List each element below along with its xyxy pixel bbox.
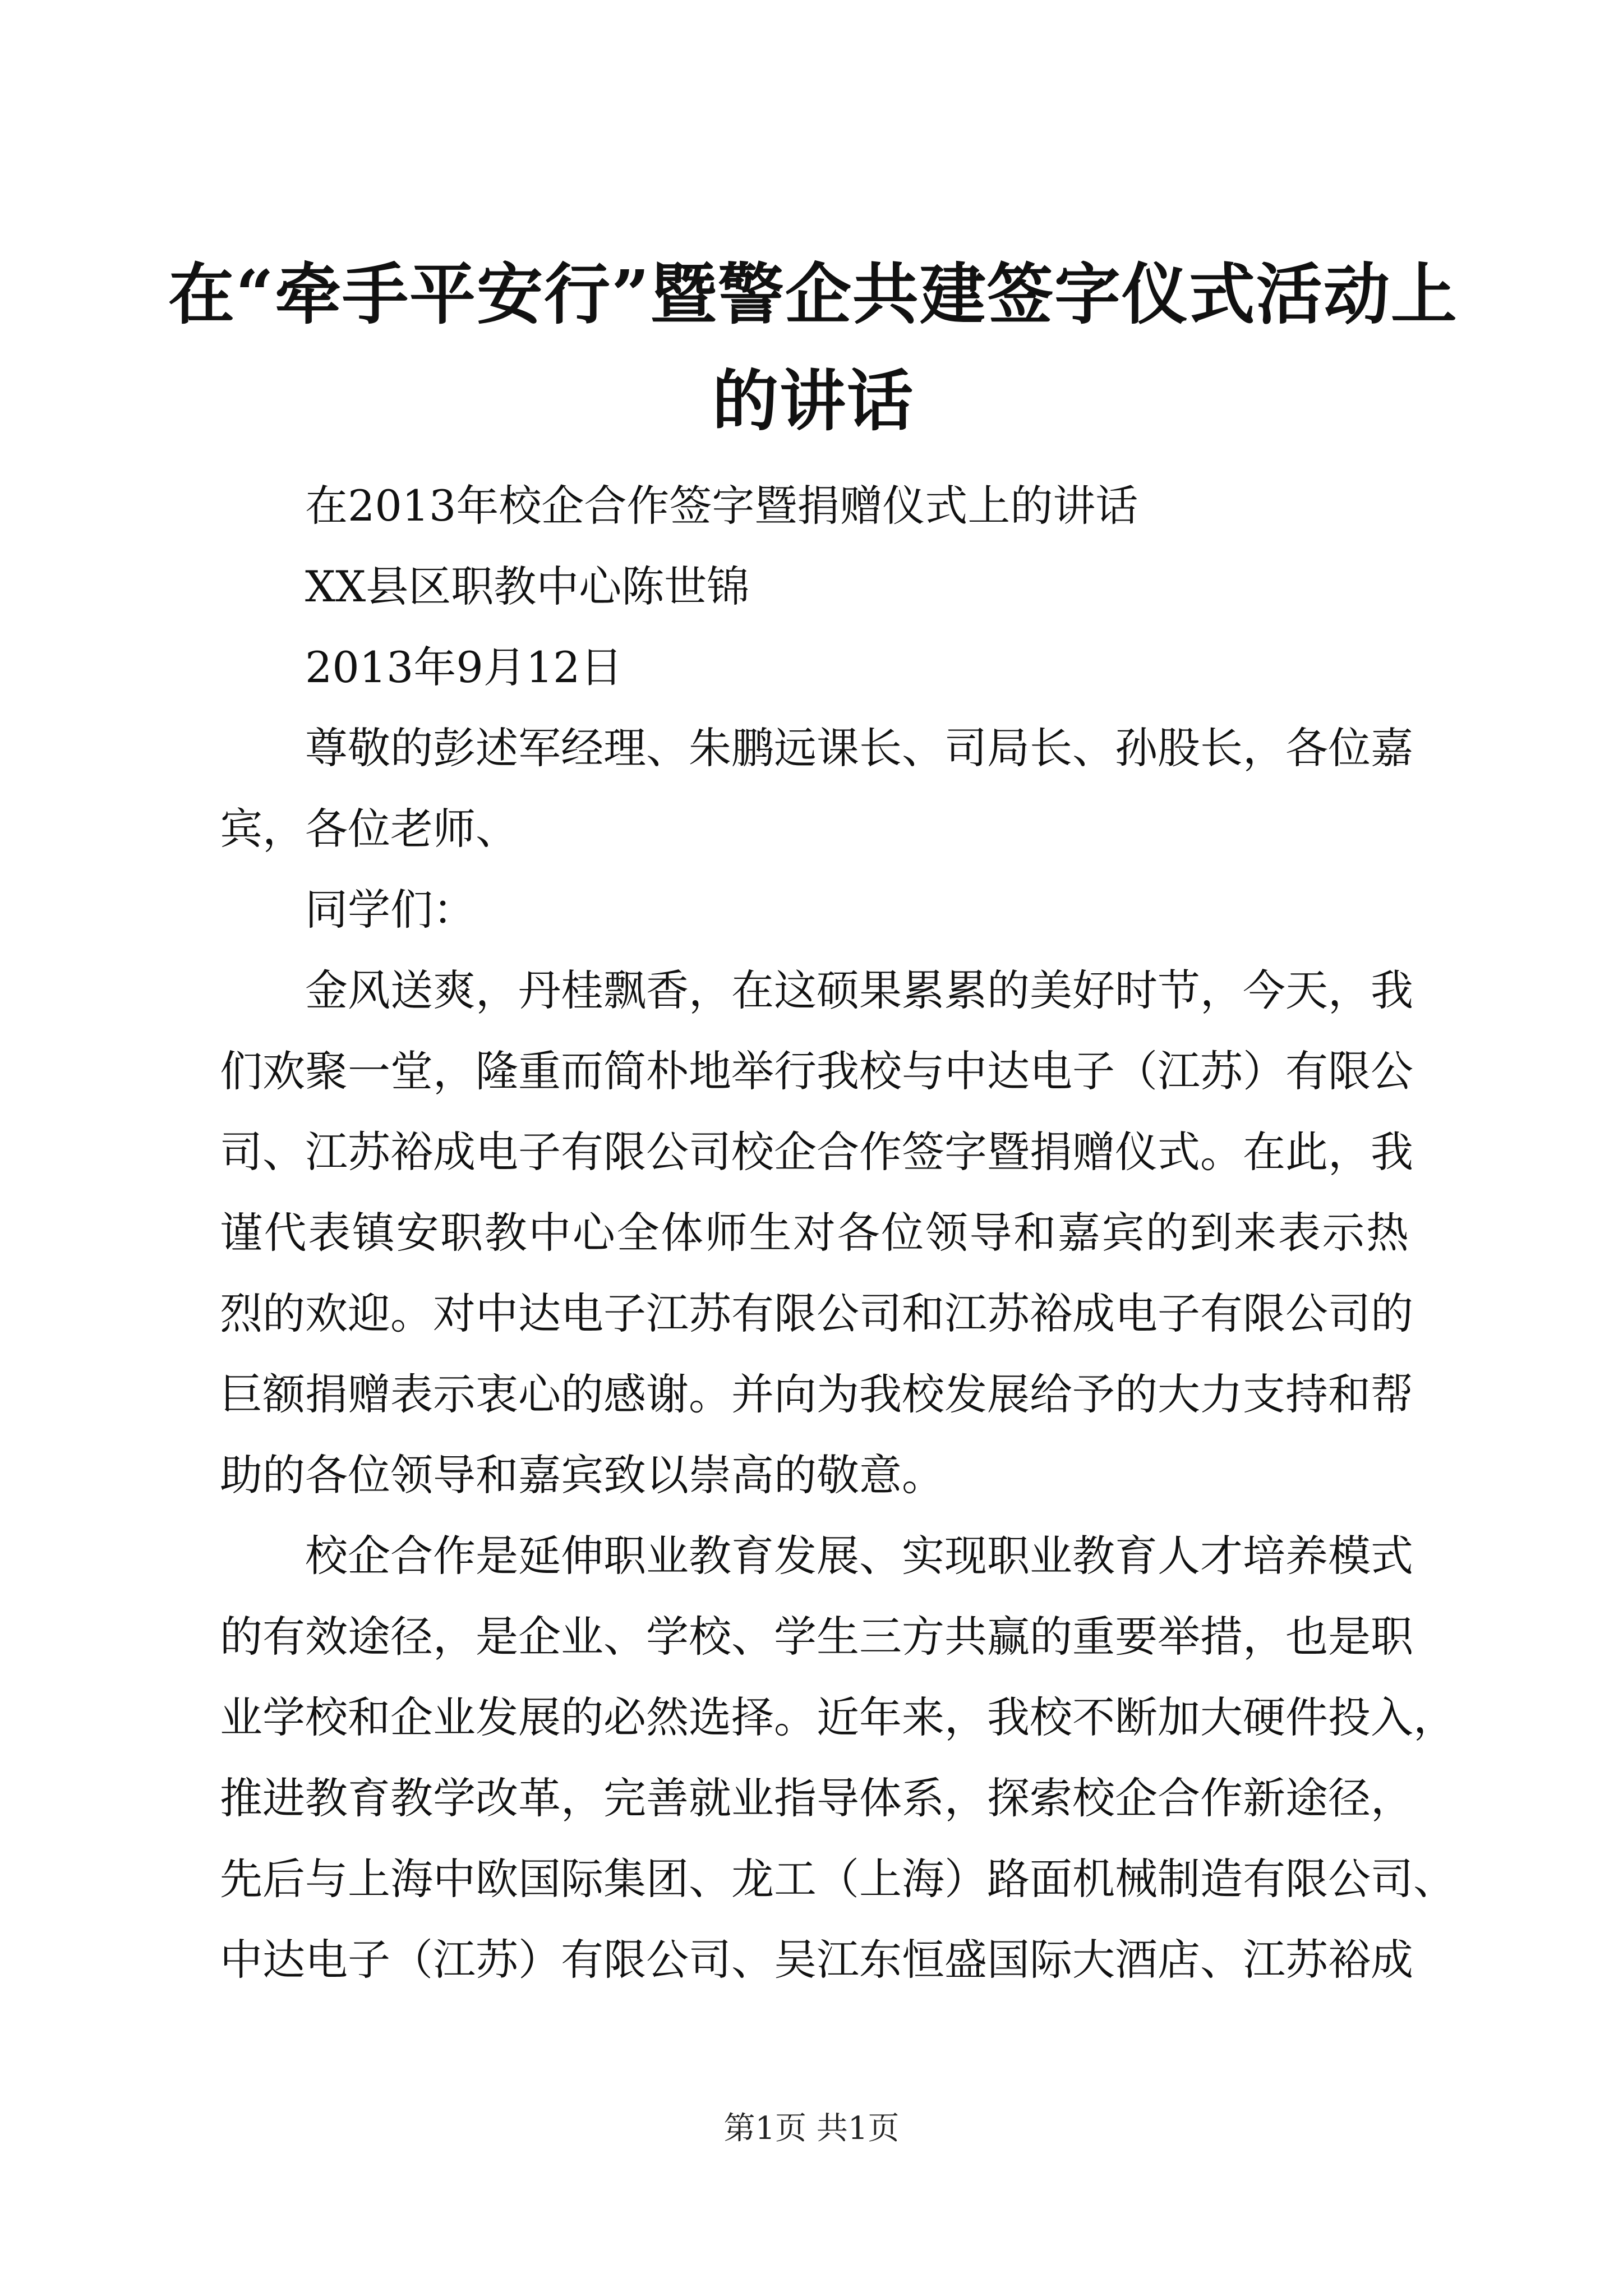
paragraph-line: 司、江苏裕成电子有限公司校企合作签字暨捐赠仪式。在此，我 [220, 1127, 1413, 1177]
title-line-1: 在“牵手平安行”暨警企共建签字仪式活动上 [168, 255, 1458, 333]
date-line: 2013年9月12日 [305, 642, 623, 692]
paragraph-line: 烈的欢迎。对中达电子江苏有限公司和江苏裕成电子有限公司的 [220, 1289, 1413, 1338]
paragraph-line: 的有效途径，是企业、学校、学生三方共赢的重要举措，也是职 [220, 1612, 1413, 1662]
document-title [168, 241, 1458, 454]
paragraph-line: 金风送爽，丹桂飘香，在这硕果累累的美好时节，今天，我 [305, 965, 1413, 1015]
paragraph-line: 校企合作是延伸职业教育发展、实现职业教育人才培养模式 [305, 1531, 1413, 1581]
author-line: XX县区职教中心陈世锦 [305, 562, 750, 611]
salutation-line: 宾，各位老师、 [220, 804, 518, 854]
salutation-line: 同学们： [305, 885, 476, 935]
salutation-line: 尊敬的彭述军经理、朱鹏远课长、司局长、孙股长，各位嘉 [305, 723, 1413, 773]
paragraph-line: 谨代表镇安职教中心全体师生对各位领导和嘉宾的到来表示热 [220, 1208, 1409, 1258]
document-body [220, 466, 1456, 2000]
paragraph-line: 巨额捐赠表示衷心的感谢。并向为我校发展给予的大力支持和帮 [220, 1369, 1413, 1419]
title-line-2: 的讲话 [712, 362, 914, 440]
paragraph-line: 先后与上海中欧国际集团、龙工（上海）路面机械制造有限公司、 [220, 1854, 1456, 1904]
subtitle-line: 在2013年校企合作签字暨捐赠仪式上的讲话 [305, 481, 1138, 531]
paragraph-line: 业学校和企业发展的必然选择。近年来，我校不断加大硬件投入， [220, 1692, 1456, 1742]
page-footer: 第1页 共1页 [723, 2110, 900, 2147]
paragraph-line: 中达电子（江苏）有限公司、吴江东恒盛国际大酒店、江苏裕成 [220, 1935, 1413, 1985]
paragraph-line: 助的各位领导和嘉宾致以崇高的敬意。 [220, 1450, 944, 1500]
paragraph-line: 们欢聚一堂，隆重而简朴地举行我校与中达电子（江苏）有限公 [220, 1046, 1413, 1096]
paragraph-line: 推进教育教学改革，完善就业指导体系，探索校企合作新途径， [220, 1773, 1413, 1823]
